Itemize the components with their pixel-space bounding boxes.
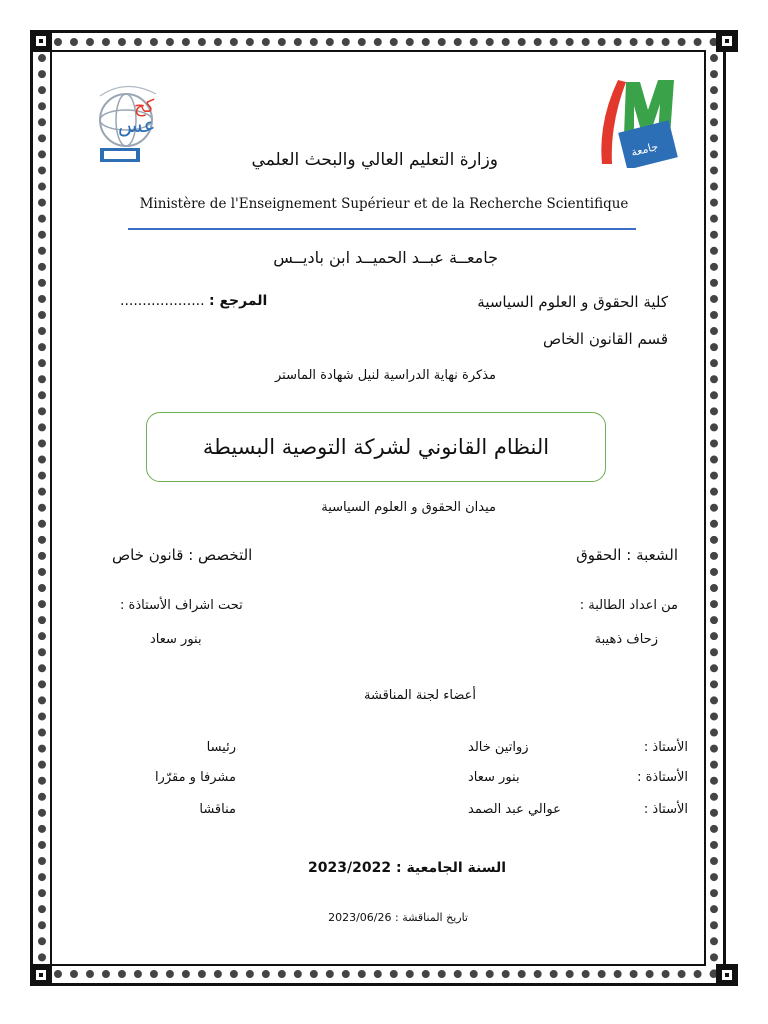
committee-title: أعضاء لجنة المناقشة <box>364 688 476 703</box>
corner-ornament-bottom-left <box>30 964 52 986</box>
student-name: زحاف ذهيبة <box>594 632 658 647</box>
supervised-by-label: تحت اشراف الأستاذة : <box>120 598 243 613</box>
branch: الشعبة : الحقوق <box>576 546 678 564</box>
reference-value: ................... <box>120 293 205 309</box>
member-title: الأستاذ : <box>643 740 688 755</box>
memo-type: مذكرة نهاية الدراسية لنيل شهادة الماستر <box>275 368 496 383</box>
corner-ornament-top-right <box>716 30 738 52</box>
department-name: قسم القانون الخاص <box>542 330 668 348</box>
svg-text:كح: كح <box>134 96 155 117</box>
corner-ornament-top-left <box>30 30 52 52</box>
ministry-arabic: وزارة التعليم العالي والبحث العلمي <box>251 150 498 170</box>
svg-text:عس: عس <box>118 113 156 137</box>
member-title: الأستاذة : <box>637 770 688 785</box>
committee-member-row <box>468 740 688 755</box>
supervisor-name: بنور سعاد <box>150 632 202 647</box>
ministry-french: Ministère de l'Enseignement Supérieur et de la Recherche Scientifique <box>139 196 629 212</box>
academic-year: السنة الجامعية : 2023/2022 <box>308 860 506 876</box>
thesis-title-box <box>146 412 606 482</box>
faculty-logo <box>86 78 206 178</box>
member-role: مشرفا و مقرّرا <box>154 770 236 785</box>
reference-label: المرجع : <box>209 293 268 309</box>
svg-text:جامعة: جامعة <box>629 139 660 160</box>
specialty: التخصص : قانون خاص <box>112 546 253 564</box>
member-name: زواتين خالد <box>468 740 529 755</box>
prepared-by-label: من اعداد الطالبة : <box>579 598 678 613</box>
member-name: بنور سعاد <box>468 770 520 785</box>
member-role: رئيسا <box>206 740 236 755</box>
committee-member-row <box>468 770 688 785</box>
header-divider <box>128 228 636 230</box>
thesis-title: النظام القانوني لشركة التوصية البسيطة <box>202 435 550 459</box>
defense-date: تاريخ المناقشة : 2023/06/26 <box>328 911 468 924</box>
university-name: جامعــة عبــد الحميــد ابن باديــس <box>273 248 498 267</box>
corner-ornament-bottom-right <box>716 964 738 986</box>
member-title: الأستاذ : <box>643 802 688 817</box>
faculty-name: كلية الحقوق و العلوم السياسية <box>477 293 668 311</box>
member-name: عوالي عبد الصمد <box>468 802 561 817</box>
reference-field <box>120 293 267 309</box>
field-of-study: ميدان الحقوق و العلوم السياسية <box>321 500 496 515</box>
committee-member-row <box>468 802 688 817</box>
member-role: مناقشا <box>199 802 236 817</box>
university-logo <box>596 72 682 168</box>
